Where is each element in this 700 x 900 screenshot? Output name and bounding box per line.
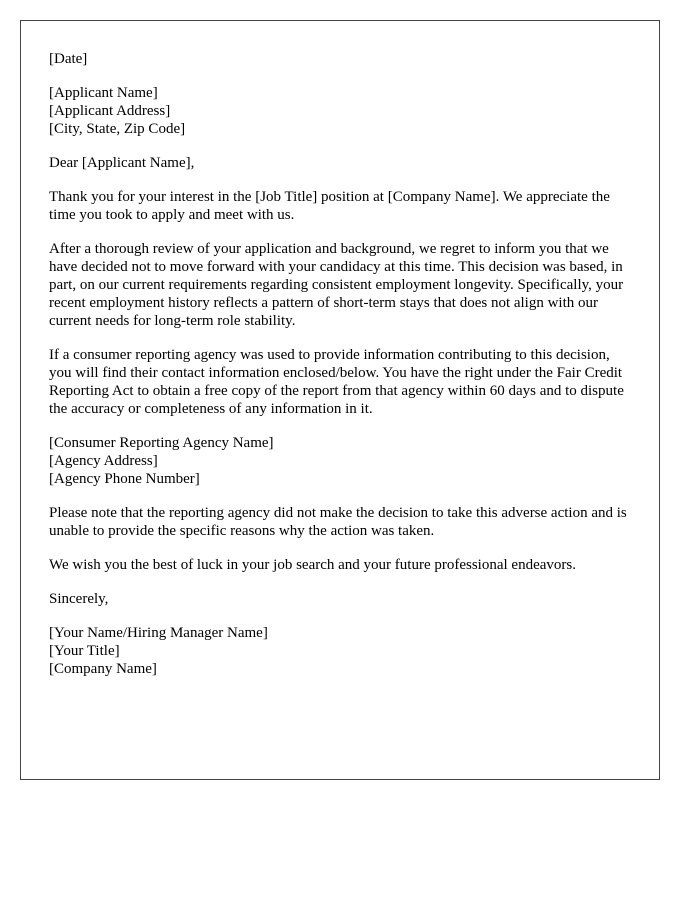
date-line (49, 50, 631, 68)
recipient-name: [Applicant Name] (49, 85, 158, 101)
letter-page (20, 20, 660, 780)
closing: Sincerely, (49, 591, 109, 607)
paragraph-decision: After a thorough review of your application and background, we regret to inform you that we have decided not to move forward with your candidacy at this time. This decision was based, in part, on our current requirements regarding consistent employment longevity. Specifically, your recent employment history reflects a pattern of short-term stays that does not align with our current needs for long-term role stability. (49, 241, 624, 329)
date-text: [Date] (49, 51, 88, 67)
paragraph-thank-you: Thank you for your interest in the [Job Title] position at [Company Name]. We appreciate the time you took to apply and meet with us. (49, 189, 610, 223)
salutation: Dear [Applicant Name], (49, 155, 195, 171)
agency-phone: [Agency Phone Number] (49, 471, 200, 487)
agency-contact-block (49, 434, 631, 488)
signer-title: [Your Title] (49, 643, 120, 659)
signer-name: [Your Name/Hiring Manager Name] (49, 625, 268, 641)
recipient-address-block (49, 84, 631, 138)
recipient-city-state-zip: [City, State, Zip Code] (49, 121, 186, 137)
agency-address: [Agency Address] (49, 453, 158, 469)
recipient-address: [Applicant Address] (49, 103, 171, 119)
signature-block (49, 624, 631, 678)
paragraph-fcra-rights: If a consumer reporting agency was used to provide information contributing to this decision, you will find their contact information enclosed/below. You have the right under the Fair Credit Reporting Act to obtain a free copy of the report from that agency within 60 days and to dispute the accuracy or completeness of any information in it. (49, 347, 624, 417)
paragraph-agency-note: Please note that the reporting agency did not make the decision to take this adverse action and is unable to provide the specific reasons why the action was taken. (49, 505, 627, 539)
paragraph-best-wishes: We wish you the best of luck in your job search and your future professional endeavors. (49, 557, 576, 573)
agency-name: [Consumer Reporting Agency Name] (49, 435, 274, 451)
signer-company: [Company Name] (49, 661, 157, 677)
